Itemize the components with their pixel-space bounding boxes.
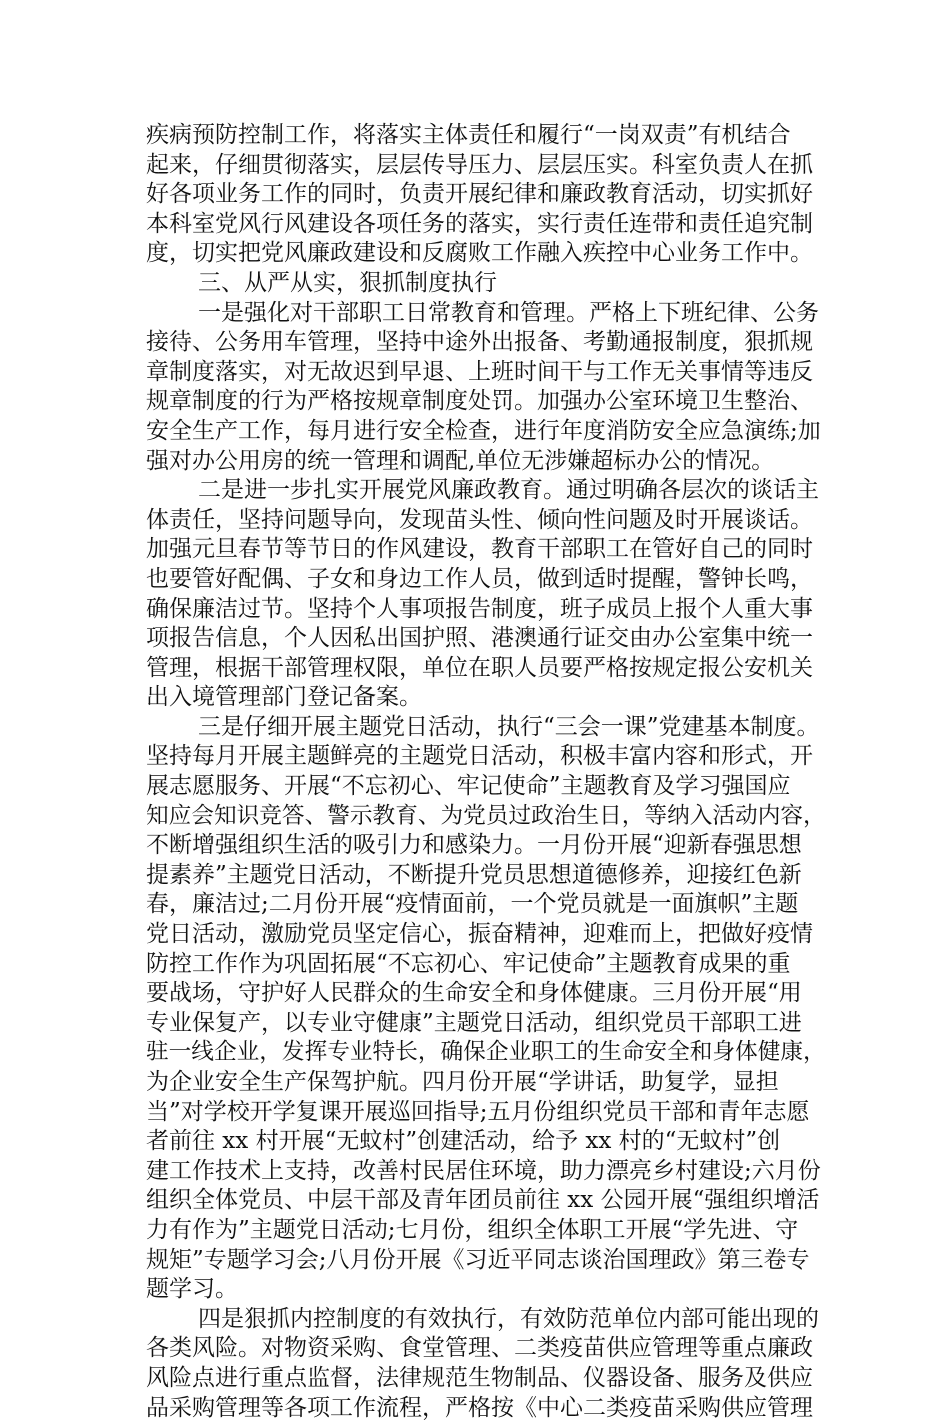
paragraph-start-line: 三是仔细开展主题党日活动，执行“三会一课”党建基本制度。	[198, 713, 820, 740]
text-line: 风险点进行重点监督，法律规范生物制品、仪器设备、服务及供应	[146, 1364, 813, 1391]
text-line: 防控工作作为巩固拓展“不忘初心、牢记使命”主题教育成果的重	[146, 950, 791, 977]
text-line: 确保廉洁过节。坚持个人事项报告制度，班子成员上报个人重大事	[146, 595, 813, 622]
text-line: 力有作为”主题党日活动;七月份，组织全体职工开展“学先进、守	[146, 1216, 799, 1243]
text-line: 建工作技术上支持，改善村民居住环境，助力漂亮乡村建设;六月份	[146, 1157, 821, 1184]
text-line: 疾病预防控制工作，将落实主体责任和履行“一岗双责”有机结合	[146, 122, 791, 148]
text-line: 也要管好配偶、子女和身边工作人员，做到适时提醒，警钟长鸣，	[146, 565, 813, 592]
text-line: 章制度落实，对无故迟到早退、上班时间干与工作无关事情等违反	[146, 358, 813, 385]
text-line: 坚持每月开展主题鲜亮的主题党日活动，积极丰富内容和形式，开	[146, 743, 813, 770]
text-line: 专业保复产，以专业守健康”主题党日活动，组织党员干部职工进	[146, 1009, 802, 1036]
text-line: 党日活动，激励党员坚定信心，振奋精神，迎难而上，把做好疫情	[146, 921, 813, 948]
paragraph-start-line: 四是狠抓内控制度的有效执行，有效防范单位内部可能出现的	[198, 1305, 819, 1332]
section-heading: 三、从严从实，狠抓制度执行	[198, 269, 497, 296]
text-line: 提素养”主题党日活动，不断提升党员思想道德修养，迎接红色新	[146, 861, 802, 888]
text-line: 规章制度的行为严格按规章制度处罚。加强办公室环境卫生整治、	[146, 388, 813, 415]
text-line: 为企业安全生产保驾护航。四月份开展“学讲话，助复学，显担	[146, 1069, 779, 1095]
text-line: 品采购管理等各项工作流程，严格按《中心二类疫苗采购供应管理	[146, 1394, 813, 1421]
text-line: 起来，仔细贯彻落实，层层传导压力、层层压实。科室负责人在抓	[146, 151, 813, 178]
text-line: 本科室党风行风建设各项任务的落实，实行责任连带和责任追究制	[146, 210, 813, 237]
paragraph-start-line: 二是进一步扎实开展党风廉政教育。通过明确各层次的谈话主	[198, 477, 819, 504]
text-line: 者前往 xx 村开展“无蚊村”创建活动，给予 xx 村的“无蚊村”创	[146, 1128, 781, 1155]
text-line: 组织全体党员、中层干部及青年团员前往 xx 公园开展“强组织增活	[146, 1187, 820, 1214]
text-line: 安全生产工作，每月进行安全检查，进行年度消防安全应急演练;加	[146, 417, 821, 444]
text-line: 各类风险。对物资采购、食堂管理、二类疫苗供应管理等重点廉政	[146, 1335, 813, 1362]
text-line: 要战场，守护好人民群众的生命安全和身体健康。三月份开展“用	[146, 980, 802, 1007]
text-line: 管理，根据干部管理权限，单位在职人员要严格按规定报公安机关	[146, 654, 813, 681]
text-line: 接待、公务用车管理，坚持中途外出报备、考勤通报制度，狠抓规	[146, 329, 813, 356]
text-line: 加强元旦春节等节日的作风建设，教育干部职工在管好自己的同时	[146, 536, 813, 563]
text-line: 驻一线企业，发挥专业特长，确保企业职工的生命安全和身体健康，	[146, 1039, 826, 1066]
text-line: 好各项业务工作的同时，负责开展纪律和廉政教育活动，切实抓好	[146, 181, 813, 208]
text-line: 强对办公用房的统一管理和调配,单位无涉嫌超标办公的情况。	[146, 447, 775, 474]
text-line: 项报告信息，个人因私出国护照、港澳通行证交由办公室集中统一	[146, 625, 813, 652]
paragraph-start-line: 一是强化对干部职工日常教育和管理。严格上下班纪律、公务	[198, 299, 819, 326]
text-line: 度，切实把党风廉政建设和反腐败工作融入疾控中心业务工作中。	[146, 240, 813, 267]
text-line: 体责任，坚持问题导向，发现苗头性、倾向性问题及时开展谈话。	[146, 506, 813, 533]
text-line: 规矩”专题学习会;八月份开展《习近平同志谈治国理政》第三卷专	[146, 1246, 810, 1273]
text-line: 知应会知识竞答、警示教育、为党员过政治生日，等纳入活动内容，	[146, 802, 826, 829]
text-line: 出入境管理部门登记备案。	[146, 684, 422, 711]
text-line: 不断增强组织生活的吸引力和感染力。一月份开展“迎新春强思想	[146, 832, 802, 859]
text-line: 题学习。	[146, 1276, 238, 1303]
text-line: 当”对学校开学复课开展巡回指导;五月份组织党员干部和青年志愿	[146, 1098, 810, 1125]
text-line: 展志愿服务、开展“不忘初心、牢记使命”主题教育及学习强国应	[146, 773, 791, 800]
document-body	[146, 121, 826, 1423]
text-line: 春，廉洁过;二月份开展“疫情面前，一个党员就是一面旗帜”主题	[146, 891, 799, 918]
